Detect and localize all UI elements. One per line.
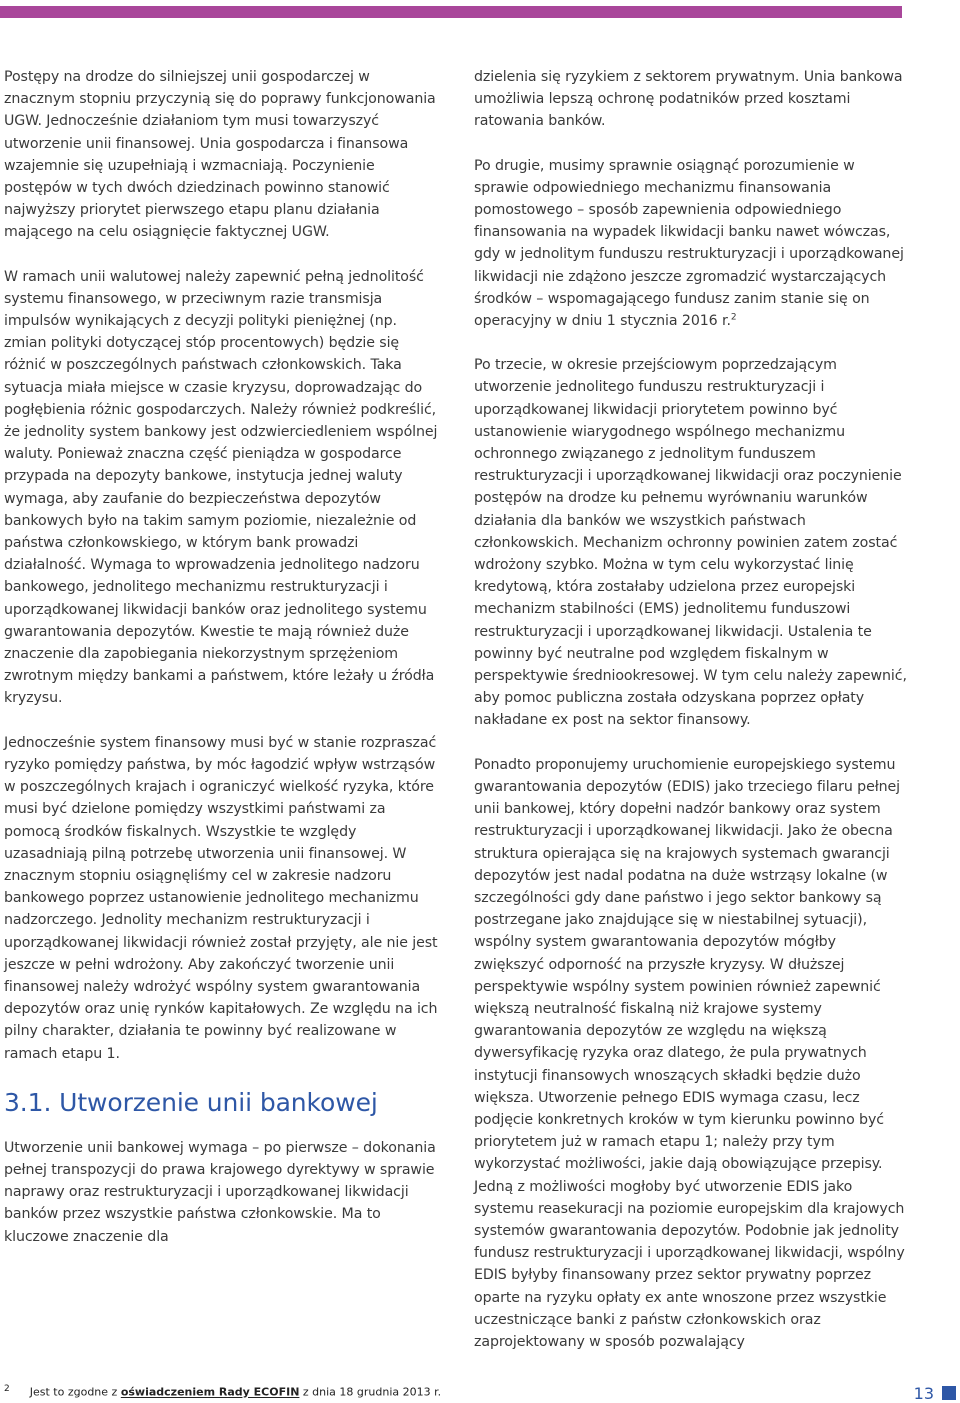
section-heading: 3.1. Utworzenie unii bankowej — [4, 1087, 378, 1117]
footnote-reference[interactable]: 2 — [730, 312, 737, 323]
footnote-text: Jest to zgodne z — [29, 1385, 121, 1399]
left-column — [4, 66, 442, 1270]
footnote-link[interactable]: oświadczeniem Rady ECOFIN — [120, 1385, 300, 1399]
paragraph: W ramach unii walutowej należy zapewnić pełną jednolitość systemu finansowego, w przeciwnym razie transmisja impulsów wynikających z decyzji polityki pieniężnej (np. zmian polityki dotyczącej stóp procentowych) będzie się różnić w poszczególnych państwach członkowskich. Taka sytuacja miała miejsce w czasie kryzysu, doprowadzając do pogłębienia różnic gospodarczych. Należy również podkreślić, że jednolity system bankowy jest odzwierciedleniem wspólnej waluty. Ponieważ znaczna część pieniądza w gospodarce przypada na depozyty bankowe, instytucja jednej waluty wymaga, aby zaufanie do bezpieczeństwa depozytów bankowych było na takim samym poziomie, niezależnie od państwa członkowskiego, w którym bank prowadzi działalność. Wymaga to wprowadzenia jednolitego nadzoru bankowego, jednolitego mechanizmu restrukturyzacji i uporządkowanej likwidacji banków oraz jednolitego systemu gwarantowania depozytów. Kwestie te mają również duże znaczenie dla zapobiegania niekorzystnym sprzężeniom zwrotnym między bankami a państwem, które leżały u źródła kryzysu. — [4, 268, 438, 707]
paragraph: dzielenia się ryzykiem z sektorem prywatnym. Unia bankowa umożliwia lepszą ochronę podatników przed kosztami ratowania banków. — [474, 69, 903, 130]
footnote — [4, 1382, 441, 1400]
paragraph: Jednocześnie system finansowy musi być w stanie rozpraszać ryzyko pomiędzy państwa, by móc łagodzić wpływ wstrząsów w poszczególnych krajach i ograniczyć wielkość ryzyka, które musi być dzielone pomiędzy wszystkimi państwami za pomocą środków fiskalnych. Wszystkie te względy uzasadniają pilną potrzebę utworzenia unii finansowej. W znacznym stopniu osiągnęliśmy cel w zakresie nadzoru bankowego poprzez ustanowienie jednolitego mechanizmu nadzorczego. Jednolity mechanizm restrukturyzacji i uporządkowanej likwidacji również został przyjęty, ale nie jest jeszcze w pełni wdrożony. Aby zakończyć tworzenie unii finansowej należy wdrożyć wspólny system gwarantowania depozytów oraz unię rynków kapitałowych. Ze względu na ich pilny charakter, działania te powinny być realizowane w ramach etapu 1. — [4, 734, 438, 1062]
paragraph: Po trzecie, w okresie przejściowym poprzedzającym utworzenie jednolitego funduszu restrukturyzacji i uporządkowanej likwidacji priorytetem powinno być ustanowienie wiarygodnego wspólnego mechanizmu ochronnego związanego z jednolitym funduszem restrukturyzacji i uporządkowanej likwidacji oraz poczynienie postępów na drodze ku pełnemu wyrównaniu warunków działania dla banków we wszystkich państwach członkowskich. Mechanizm ochronny powinien zatem zostać wdrożony szybko. Można w tym celu wykorzystać linię kredytową, która zostałaby udzielona przez europejski mechanizm stabilności (EMS) jednolitemu funduszowi restrukturyzacji i uporządkowanej likwidacji. Ustalenia te powinny być neutralne pod względem fiskalnym w perspektywie średniookresowej. W tym celu należy zapewnić, aby pomoc publiczna została odzyskana poprzez opłaty nakładane ex post na sektor finansowy. — [474, 357, 907, 729]
footnote-number: 2 — [4, 1384, 10, 1394]
paragraph: Utworzenie unii bankowej wymaga – po pierwsze – dokonania pełnej transpozycji do prawa krajowego dyrektywy w sprawie naprawy oraz restrukturyzacji i uporządkowanej likwidacji banków przez wszystkie państwa członkowskie. Ma to kluczowe znaczenie dla — [4, 1139, 436, 1245]
top-accent-bar — [0, 6, 902, 18]
page-marker-square — [942, 1386, 956, 1400]
paragraph — [474, 155, 910, 333]
right-column — [474, 66, 910, 1375]
footnote-text-end: z dnia 18 grudnia 2013 r. — [299, 1385, 442, 1399]
page-number: 13 — [913, 1384, 934, 1403]
paragraph: Ponadto proponujemy uruchomienie europejskiego systemu gwarantowania depozytów (EDIS) jako trzeciego filaru pełnej unii bankowej, który dopełni nadzór bankowy oraz system restrukturyzacji i uporządkowanej likwidacji. Jako że obecna struktura opierająca się na krajowych systemach gwarancji depozytów jest nadal podatna na duże wstrząsy lokalne (w szczególności gdy dane państwo i jego sektor bankowy są postrzegane jako znajdujące się w niestabilnej sytuacji), wspólny system gwarantowania depozytów mógłby zwiększyć odporność na przyszłe kryzysy. W dłuższej perspektywie wspólny system powinien również zapewnić większą neutralność fiskalną niż krajowe systemy gwarantowania depozytów ze względu na większą dywersyfikację ryzyka oraz dlatego, że pula prywatnych instytucji finansowych wnoszących składki będzie dużo większa. Utworzenie pełnego EDIS wymaga czasu, lecz podjęcie konkretnych kroków w tym kierunku powinno być priorytetem już w ramach etapu 1; należy przy tym wykorzystać możliwości, jakie dają obowiązujące przepisy. Jedną z możliwości mogłoby być utworzenie EDIS jako systemu reasekuracji na poziomie europejskim dla krajowych systemów gwarantowania depozytów. Podobnie jak jednolity fundusz restrukturyzacji i uporządkowanej likwidacji, wspólny EDIS byłyby finansowany przez sektor prywatny poprzez oparte na ryzyku opłaty ex ante wnoszone przez wszystkie uczestniczące banki z państw członkowskich oraz zaprojektowany w sposób pozwalający — [474, 756, 905, 1350]
paragraph-text: Po drugie, musimy sprawnie osiągnąć porozumienie w sprawie odpowiedniego mechanizmu finansowania pomostowego – sposób zapewnienia odpowiedniego finansowania na wypadek likwidacji banku nawet wówczas, gdy w jednolitym funduszu restrukturyzacji i uporządkowanej likwidacji nie zdążono jeszcze zgromadzić wystarczających środków – wspomagającego fundusz zanim stanie się on operacyjny w dniu 1 stycznia 2016 r. — [474, 157, 904, 330]
paragraph: Postępy na drodze do silniejszej unii gospodarczej w znacznym stopniu przyczynią się do poprawy funkcjonowania UGW. Jednocześnie działaniom tym musi towarzyszyć utworzenie unii finansowej. Unia gospodarcza i finansowa wzajemnie się uzupełniają i wzmacniają. Poczynienie postępów w tych dwóch dziedzinach powinno stanowić najwyższy priorytet pierwszego etapu planu działania mającego na celu osiągnięcie faktycznej UGW. — [4, 69, 436, 241]
